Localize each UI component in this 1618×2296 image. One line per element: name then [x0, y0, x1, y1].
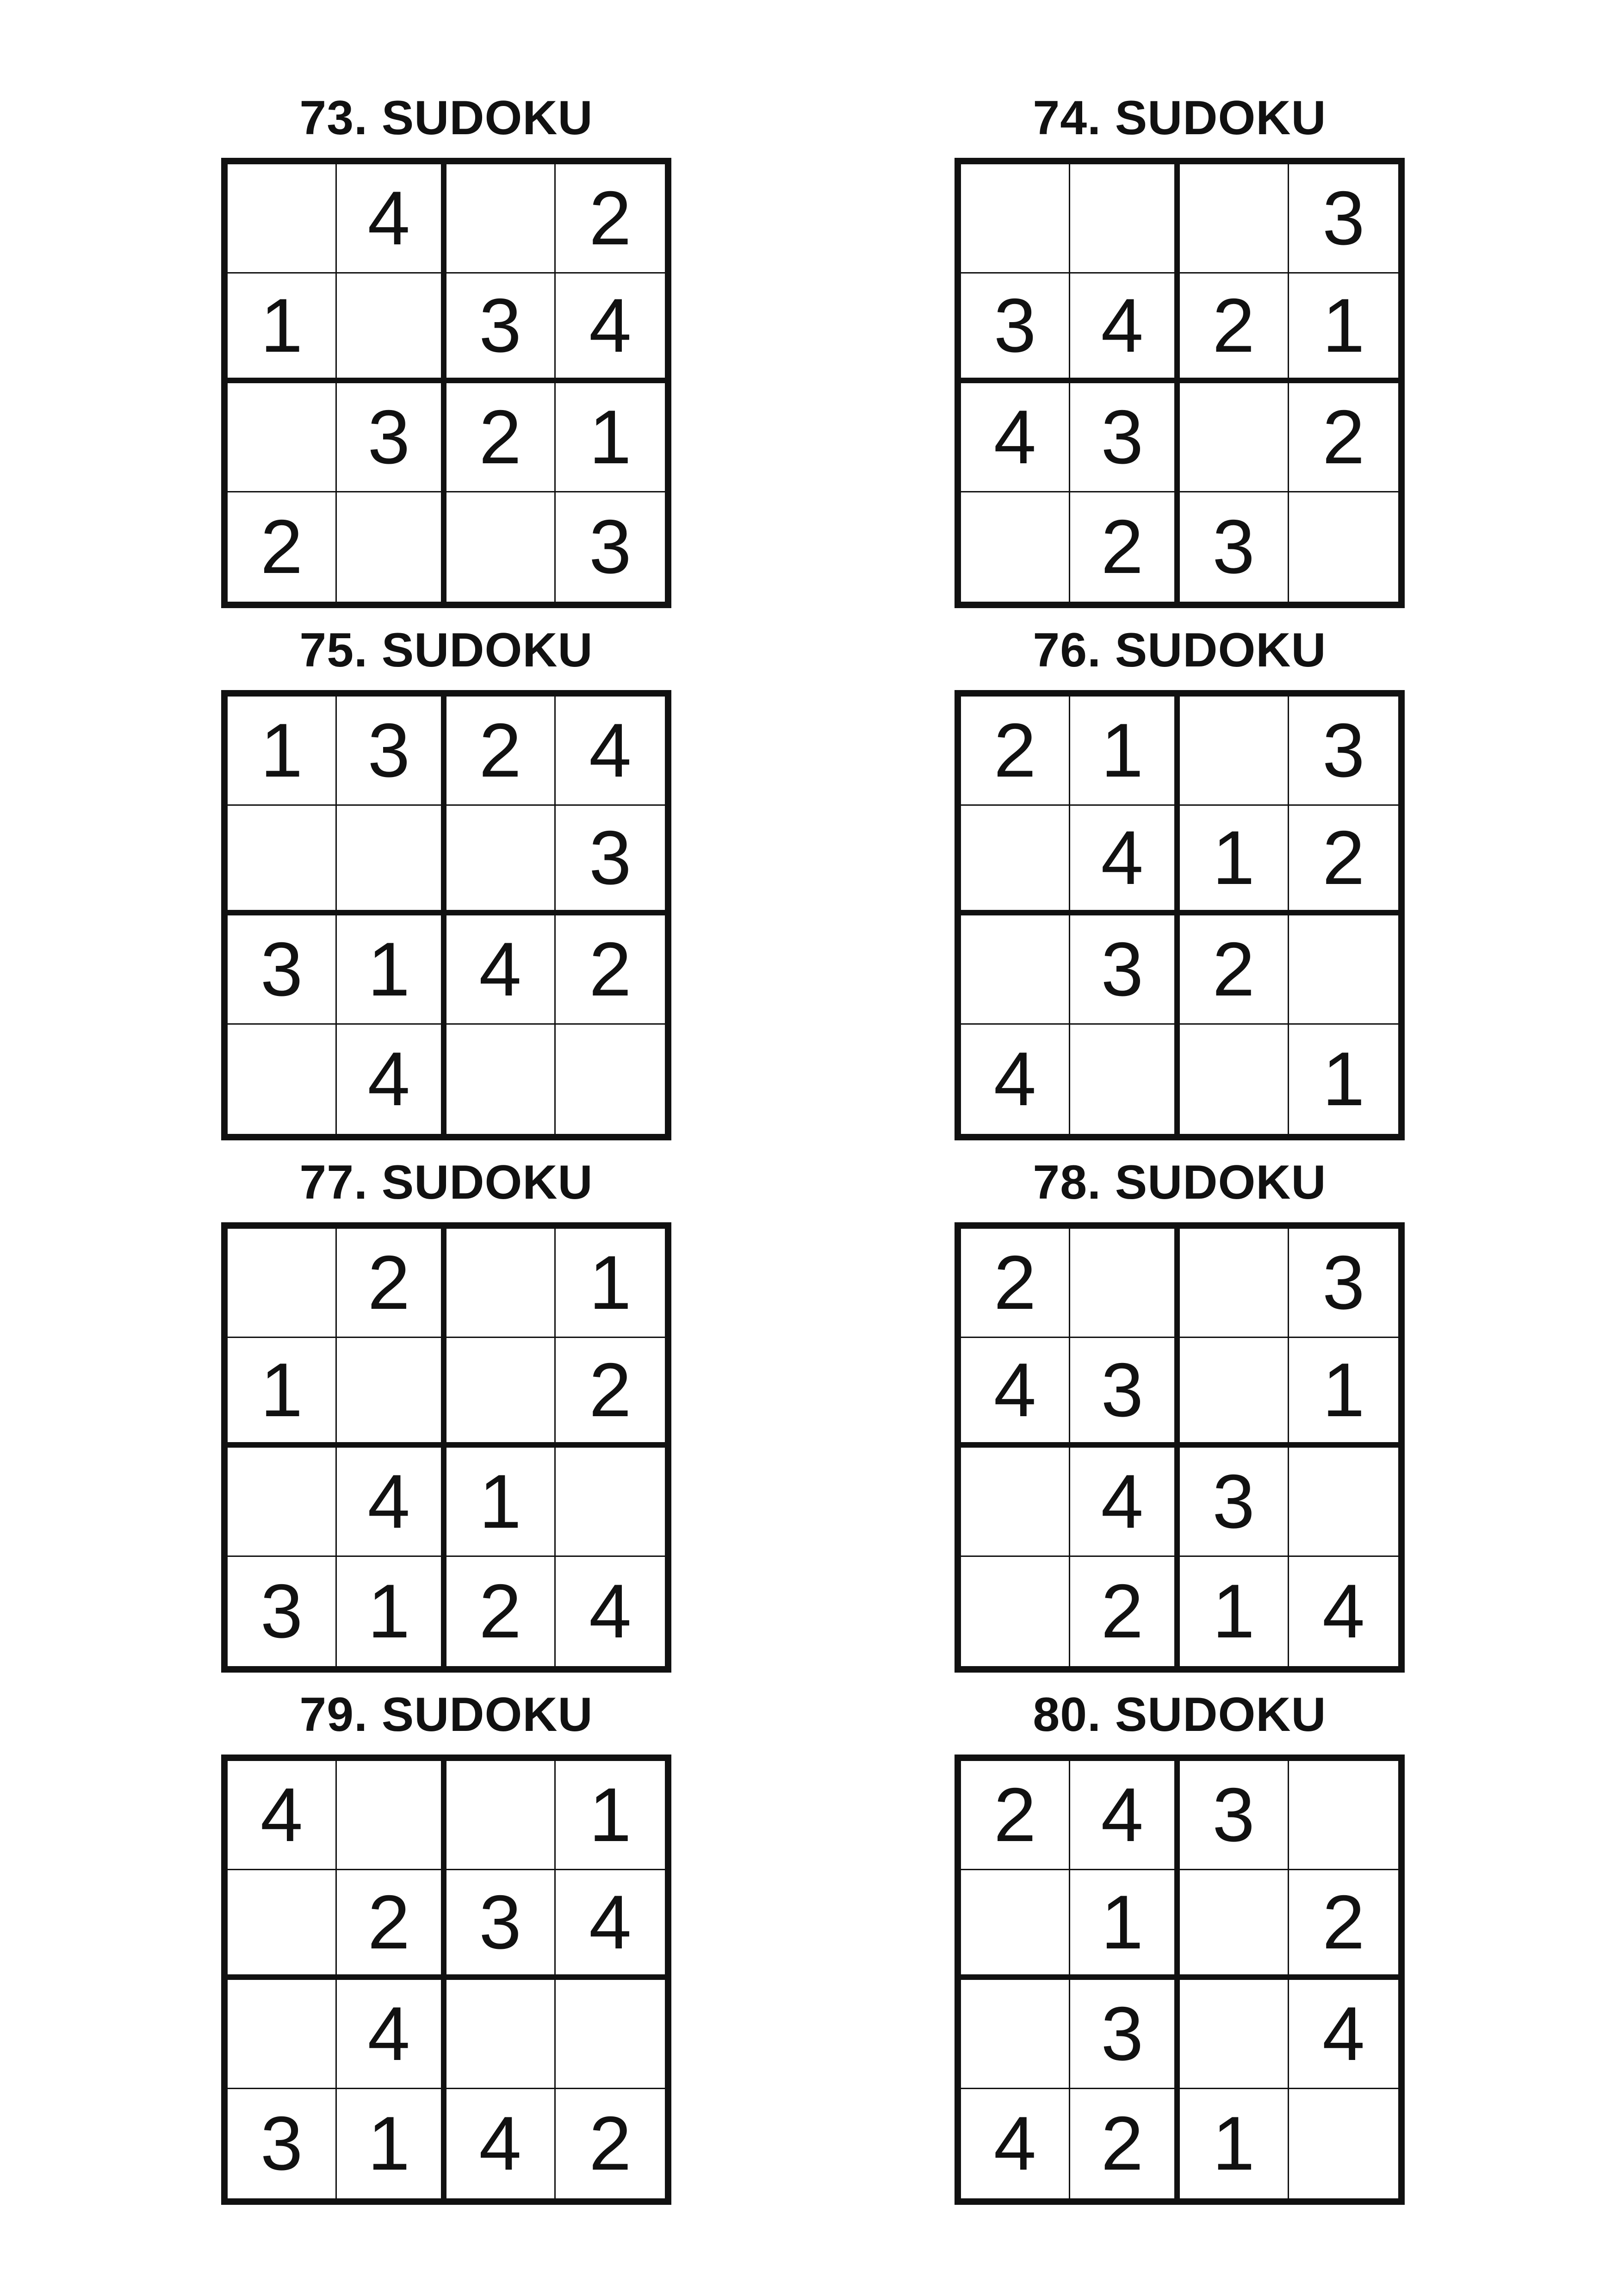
sudoku-grid — [955, 690, 1405, 1140]
given-digit-cell: 3 — [1180, 1761, 1289, 1870]
given-digit-cell: 2 — [337, 1229, 446, 1338]
sudoku-puzzle — [955, 86, 1405, 618]
sudoku-grid — [221, 1755, 671, 2205]
empty-cell[interactable] — [1070, 1025, 1179, 1134]
empty-cell[interactable] — [1289, 1448, 1398, 1557]
given-digit-cell: 4 — [337, 164, 446, 274]
given-digit-cell: 3 — [1070, 915, 1179, 1025]
given-digit-cell: 4 — [589, 1568, 632, 1654]
given-digit-cell: 3 — [1180, 492, 1289, 602]
given-digit-cell: 2 — [446, 383, 556, 492]
given-digit-cell: 2 — [1289, 383, 1398, 492]
sudoku-grid — [955, 158, 1405, 608]
empty-cell[interactable] — [1070, 164, 1179, 274]
empty-cell[interactable] — [1180, 164, 1289, 274]
sudoku-grid — [221, 690, 671, 1140]
empty-cell[interactable] — [1180, 1870, 1289, 1979]
given-digit-cell: 4 — [1070, 806, 1179, 915]
empty-cell[interactable] — [961, 1980, 1070, 2089]
empty-cell[interactable] — [961, 1870, 1070, 1979]
sudoku-puzzle — [955, 618, 1405, 1150]
empty-cell[interactable] — [1180, 1025, 1289, 1134]
empty-cell[interactable] — [961, 164, 1070, 274]
given-digit-cell: 3 — [337, 697, 446, 806]
given-digit-cell: 4 — [1070, 1448, 1179, 1557]
empty-cell[interactable] — [337, 806, 446, 915]
empty-cell[interactable] — [337, 492, 446, 602]
given-digit-cell: 1 — [556, 383, 665, 492]
empty-cell[interactable] — [961, 492, 1070, 602]
given-digit-cell: 3 — [337, 383, 446, 492]
given-digit-cell: 1 — [1070, 1870, 1179, 1979]
given-digit-cell: 4 — [961, 1338, 1070, 1447]
given-digit-cell: 3 — [228, 1557, 337, 1666]
puzzle-title: 79. SUDOKU — [299, 1688, 593, 1742]
empty-cell[interactable] — [1289, 915, 1398, 1025]
given-digit-cell: 4 — [337, 1980, 446, 2089]
given-digit-cell: 3 — [228, 915, 337, 1025]
given-digit-cell: 4 — [337, 1025, 446, 1134]
given-digit-cell: 2 — [961, 697, 1070, 806]
empty-cell[interactable] — [556, 1448, 665, 1557]
given-digit-cell: 2 — [556, 915, 665, 1025]
given-digit-cell: 1 — [1180, 2089, 1289, 2198]
given-digit-cell: 3 — [446, 274, 556, 383]
sudoku-puzzle — [955, 1682, 1405, 2215]
given-digit-cell: 1 — [1180, 806, 1289, 915]
empty-cell[interactable] — [1180, 697, 1289, 806]
given-digit-cell: 2 — [589, 2101, 632, 2186]
given-digit-cell: 1 — [228, 274, 337, 383]
empty-cell[interactable] — [446, 492, 556, 602]
sudoku-grid — [221, 1222, 671, 1673]
empty-cell[interactable] — [446, 1025, 556, 1134]
empty-cell[interactable] — [228, 1025, 337, 1134]
puzzle-title: 78. SUDOKU — [1033, 1156, 1327, 1209]
puzzle-title: 80. SUDOKU — [1033, 1688, 1327, 1742]
empty-cell[interactable] — [446, 1761, 556, 1870]
given-digit-cell: 3 — [556, 806, 665, 915]
empty-cell[interactable] — [1289, 1761, 1398, 1870]
empty-cell[interactable] — [228, 1229, 337, 1338]
empty-cell[interactable] — [961, 806, 1070, 915]
given-digit-cell: 2 — [1289, 1870, 1398, 1979]
empty-cell[interactable] — [556, 1980, 665, 2089]
given-digit-cell: 1 — [1180, 1557, 1289, 1666]
given-digit-cell: 3 — [589, 504, 632, 590]
given-digit-cell: 1 — [556, 1761, 665, 1870]
given-digit-cell: 3 — [1180, 1448, 1289, 1557]
empty-cell[interactable] — [228, 806, 337, 915]
sudoku-puzzle — [221, 1150, 671, 1682]
empty-cell[interactable] — [1180, 1338, 1289, 1447]
empty-cell[interactable] — [446, 1980, 556, 2089]
given-digit-cell: 1 — [556, 1229, 665, 1338]
puzzle-title: 74. SUDOKU — [1033, 91, 1327, 145]
given-digit-cell: 2 — [1070, 2089, 1179, 2198]
given-digit-cell: 2 — [961, 1229, 1070, 1338]
empty-cell[interactable] — [228, 1980, 337, 2089]
puzzle-title: 76. SUDOKU — [1033, 623, 1327, 677]
given-digit-cell: 1 — [228, 697, 337, 806]
empty-cell[interactable] — [446, 164, 556, 274]
puzzle-title: 75. SUDOKU — [299, 623, 593, 677]
given-digit-cell: 1 — [1289, 1338, 1398, 1447]
given-digit-cell: 1 — [337, 1557, 446, 1666]
given-digit-cell: 2 — [556, 164, 665, 274]
given-digit-cell: 2 — [961, 1761, 1070, 1870]
empty-cell[interactable] — [1180, 1229, 1289, 1338]
given-digit-cell: 2 — [1289, 806, 1398, 915]
empty-cell[interactable] — [1180, 383, 1289, 492]
empty-cell[interactable] — [337, 1761, 446, 1870]
empty-cell[interactable] — [1070, 1229, 1179, 1338]
empty-cell[interactable] — [228, 1870, 337, 1979]
sudoku-puzzle — [221, 86, 671, 618]
empty-cell[interactable] — [228, 1448, 337, 1557]
given-digit-cell: 2 — [1070, 492, 1179, 602]
empty-cell[interactable] — [337, 274, 446, 383]
sudoku-grid — [955, 1755, 1405, 2205]
given-digit-cell: 2 — [1180, 274, 1289, 383]
sudoku-grid — [221, 158, 671, 608]
puzzle-title: 77. SUDOKU — [299, 1156, 593, 1209]
given-digit-cell: 2 — [1180, 915, 1289, 1025]
given-digit-cell: 1 — [1289, 274, 1398, 383]
sudoku-puzzle — [221, 1682, 671, 2215]
empty-cell[interactable] — [337, 1338, 446, 1447]
empty-cell[interactable] — [228, 164, 337, 274]
given-digit-cell: 3 — [1070, 1338, 1179, 1447]
sudoku-puzzle — [955, 1150, 1405, 1682]
given-digit-cell: 2 — [446, 697, 556, 806]
given-digit-cell: 4 — [556, 274, 665, 383]
given-digit-cell: 3 — [1289, 1229, 1398, 1338]
given-digit-cell: 4 — [556, 697, 665, 806]
given-digit-cell: 4 — [1070, 1761, 1179, 1870]
given-digit-cell: 4 — [961, 1025, 1070, 1134]
given-digit-cell: 2 — [1070, 1557, 1179, 1666]
given-digit-cell: 3 — [1289, 697, 1398, 806]
empty-cell[interactable] — [446, 1229, 556, 1338]
empty-cell[interactable] — [1180, 1980, 1289, 2089]
given-digit-cell: 1 — [228, 1338, 337, 1447]
given-digit-cell: 3 — [1070, 1980, 1179, 2089]
empty-cell[interactable] — [1289, 492, 1398, 602]
given-digit-cell: 3 — [446, 1870, 556, 1979]
given-digit-cell: 2 — [337, 1870, 446, 1979]
given-digit-cell: 4 — [1322, 1568, 1365, 1654]
given-digit-cell: 1 — [1322, 1036, 1365, 1122]
given-digit-cell: 1 — [337, 2089, 446, 2198]
given-digit-cell: 2 — [446, 1557, 556, 1666]
sudoku-grid — [955, 1222, 1405, 1673]
given-digit-cell: 1 — [446, 1448, 556, 1557]
empty-cell[interactable] — [446, 806, 556, 915]
given-digit-cell: 1 — [337, 915, 446, 1025]
given-digit-cell: 3 — [1070, 383, 1179, 492]
empty-cell[interactable] — [961, 915, 1070, 1025]
given-digit-cell: 4 — [1289, 1980, 1398, 2089]
empty-cell[interactable] — [961, 1557, 1070, 1666]
empty-cell[interactable] — [961, 1448, 1070, 1557]
given-digit-cell: 2 — [556, 1338, 665, 1447]
given-digit-cell: 3 — [228, 2089, 337, 2198]
puzzle-title: 73. SUDOKU — [299, 91, 593, 145]
given-digit-cell: 4 — [337, 1448, 446, 1557]
empty-cell[interactable] — [228, 383, 337, 492]
given-digit-cell: 4 — [228, 1761, 337, 1870]
given-digit-cell: 3 — [1289, 164, 1398, 274]
given-digit-cell: 2 — [228, 492, 337, 602]
given-digit-cell: 4 — [961, 383, 1070, 492]
empty-cell[interactable] — [1289, 2089, 1398, 2198]
empty-cell[interactable] — [556, 1025, 665, 1134]
given-digit-cell: 4 — [961, 2089, 1070, 2198]
sudoku-puzzle — [221, 618, 671, 1150]
given-digit-cell: 4 — [556, 1870, 665, 1979]
given-digit-cell: 4 — [446, 915, 556, 1025]
given-digit-cell: 4 — [1070, 274, 1179, 383]
empty-cell[interactable] — [446, 1338, 556, 1447]
given-digit-cell: 4 — [446, 2089, 556, 2198]
given-digit-cell: 1 — [1070, 697, 1179, 806]
given-digit-cell: 3 — [961, 274, 1070, 383]
